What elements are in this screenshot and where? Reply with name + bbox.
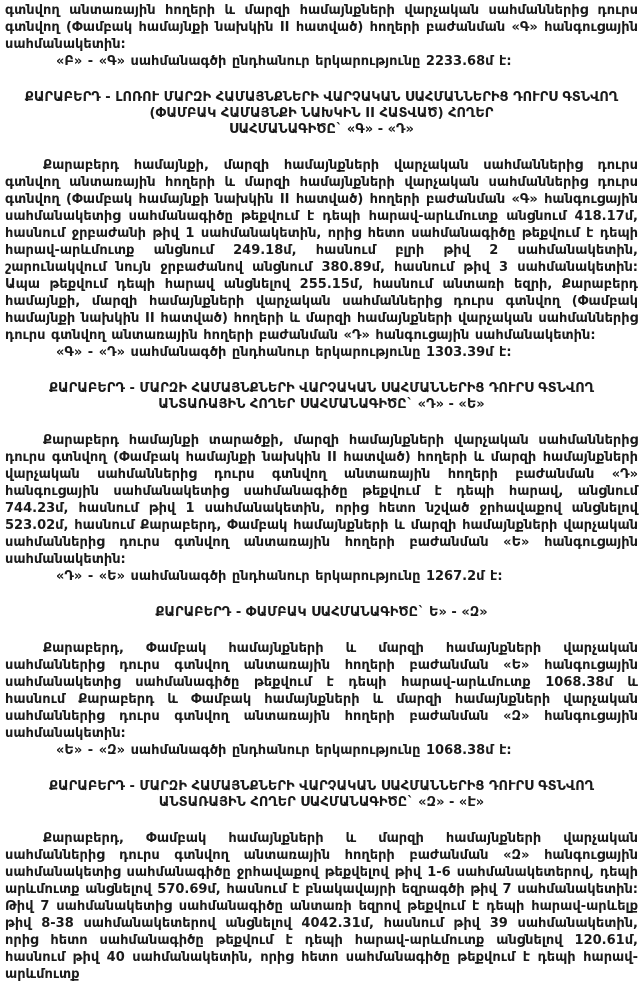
heading-line: ԱՆՏԱՌԱՅԻՆ ՀՈՂԵՐ ՍԱՀՄԱՆԱԳԻԾԸ` «Զ» - «Է» (158, 795, 485, 810)
section-heading-d-e (11, 381, 632, 413)
heading-line: ՔԱՐԱԲԵՐԴ - ԼՈՌՈՒ ՄԱՐԶԻ ՀԱՄԱՅՆՔՆԵՐԻ ՎԱՐՉԱԿԱՆ ՍԱՀՄԱՆՆԵՐԻՑ ԴՈՒՐՍ ԳՏՆՎՈՂ (24, 90, 619, 105)
segment-length-line-e-z: «Ե» - «Զ» սահմանագծի ընդհանուր երկարությունը 1068.38մ է: (56, 743, 512, 758)
segment-length-line-b-g: «Բ» - «Գ» սահմանագծի ընդհանուր երկարությունը 2233.68մ է: (56, 54, 512, 69)
heading-line: ՔԱՐԱԲԵՐԴ - ՄԱՐԶԻ ՀԱՄԱՅՆՔՆԵՐԻ ՎԱՐՉԱԿԱՆ ՍԱՀՄԱՆՆԵՐԻՑ ԴՈՒՐՍ ԳՏՆՎՈՂ (48, 779, 594, 794)
section-heading-e-z (11, 605, 632, 621)
section-body-e-z: Քարաբերդ, Փամբակ համայնքների և մարզի համայնքների վարչական սահմաններից դուրս գտնվող անտառային հողերի բաժանման «Ե» հանգուցային սահմանակետից սահմանագիծը թեքվում է դեպի հարավ-արևմուտք 1068.38մ և հասնում Քարաբերդ և Փամբակ համայնքների և մարզի համայնքների վարչական սահմաններից դուրս գտնվող անտառային հողերի բաժանման «Զ» հանգուցային սահմանակետին: (5, 641, 638, 741)
heading-line: ԱՆՏԱՌԱՅԻՆ ՀՈՂԵՐ ՍԱՀՄԱՆԱԳԻԾԸ` «Դ» - «Ե» (158, 397, 485, 412)
section-body-g-d: Քարաբերդ համայնքի, մարզի համայնքների վարչական սահմաններից դուրս գտնվող անտառային հողերի և մարզի համայնքների վարչական սահմաններից դուրս գտնվող (Փամբակ համայնքի նախկին II հատված) հողերի բաժանման «Գ» հանգուցային սահմանակետից սահմանագիծը թեքվում է դեպի հարավ-արևմուտք անցնում 418.17մ, հասնում ջրբաժանի թիվ 1 սահմանակետին, որից հետո սահմանագիծը թեքվում է դեպի հարավ-արևմուտք անցնում 249.18մ, հասնում բլրի թիվ 2 սահմանակետին, շարունակվում նույն ջրբաժանով անցնում 380.89մ, հասնում թիվ 3 սահմանակետին: Ապա թեքվում դեպի հարավ անցնելով 255.15մ, հասնում անտառի եզրի, Քարաբերդ համայնքի, մարզի համայնքների վարչական սահմաններից դուրս գտնվող (Փամբակ համայնքի նախկին II հատված) հողերի և մարզի համայնքների վարչական սահմաններից դուրս գտնվող անտառային հողերի բաժանման «Դ» հանգուցային սահմանակետին: (5, 158, 638, 343)
section-heading-z-e7 (11, 779, 632, 811)
section-body-z-e7: Քարաբերդ, Փամբակ համայնքների և մարզի համայնքների վարչական սահմաններից դուրս գտնվող անտառային հողերի բաժանման «Զ» հանգուցային սահմանակետից սահմանագիծը ջրհավաքով թեքվելով թիվ 1-6 սահմանակետերով, դեպի արևմուտք անցնելով 570.69մ, հասնում է բնակավայրի եզրագծի թիվ 7 սահմանակետին: Թիվ 7 սահմանակետից սահմանագիծը անտառի եզրով թեքվում է դեպի հարավ-արևելք թիվ 8-38 սահմանակետերով անցնելով 4042.31մ, հասնում թիվ 39 սահմանակետին, որից հետո սահմանագիծը թեքվում է դեպի հարավ-արևմուտք անցնելով 120.61մ, հասնում թիվ 40 սահմանակետին, որից հետո սահմանագիծը թեքվում է դեպի հարավ-արևմուտք (5, 831, 638, 982)
section-heading-g-d (11, 90, 632, 138)
intro-paragraph-continuation: գտնվող անտառային հողերի և մարզի համայնքների վարչական սահմաններից դուրս գտնվող (Փամբակ համայնքի նախկին II հատված) հողերի բաժանման «Գ» հանգուցային սահմանակետին: (5, 3, 638, 52)
segment-length-line-g-d: «Գ» - «Դ» սահմանագծի ընդհանուր երկարությունը 1303.39մ է: (56, 345, 512, 360)
heading-line: ՔԱՐԱԲԵՐԴ - ՓԱՄԲԱԿ ՍԱՀՄԱՆԱԳԻԾԸ` Ե» - «Զ» (155, 605, 488, 620)
section-body-d-e: Քարաբերդ համայնքի տարածքի, մարզի համայնքների վարչական սահմաններից դուրս գտնվող (Փամբակ համայնքի նախկին II հատված) հողերի և մարզի համայնքների վարչական սահմաններից դուրս գտնվող անտառային հողերի բաժանման «Դ» հանգուցային սահմանակետից սահմանագիծը թեքվում է դեպի հարավ, անցնում 744.23մ, հասնում թիվ 1 սահմանակետին, որից հետո նշված ջրհավաքով անցնելով 523.02մ, հասնում Քարաբերդ, Փամբակ համայնքների և մարզի համայնքների վարչական սահմաններից դուրս գտնվող անտառային հողերի բաժանման «Ե» հանգուցային սահմանակետին: (5, 433, 638, 567)
segment-length-line-d-e: «Դ» - «Ե» սահմանագծի ընդհանուր երկարությունը 1267.2մ է: (56, 569, 503, 584)
heading-line: (ՓԱՄԲԱԿ ՀԱՄԱՅՆՔԻ ՆԱԽԿԻՆ II ՀԱՏՎԱԾ) ՀՈՂԵՐ (149, 106, 494, 121)
heading-line: ՍԱՀՄԱՆԱԳԻԾԸ` «Գ» - «Դ» (229, 122, 414, 137)
heading-line: ՔԱՐԱԲԵՐԴ - ՄԱՐԶԻ ՀԱՄԱՅՆՔՆԵՐԻ ՎԱՐՉԱԿԱՆ ՍԱՀՄԱՆՆԵՐԻՑ ԴՈՒՐՍ ԳՏՆՎՈՂ (48, 381, 594, 396)
